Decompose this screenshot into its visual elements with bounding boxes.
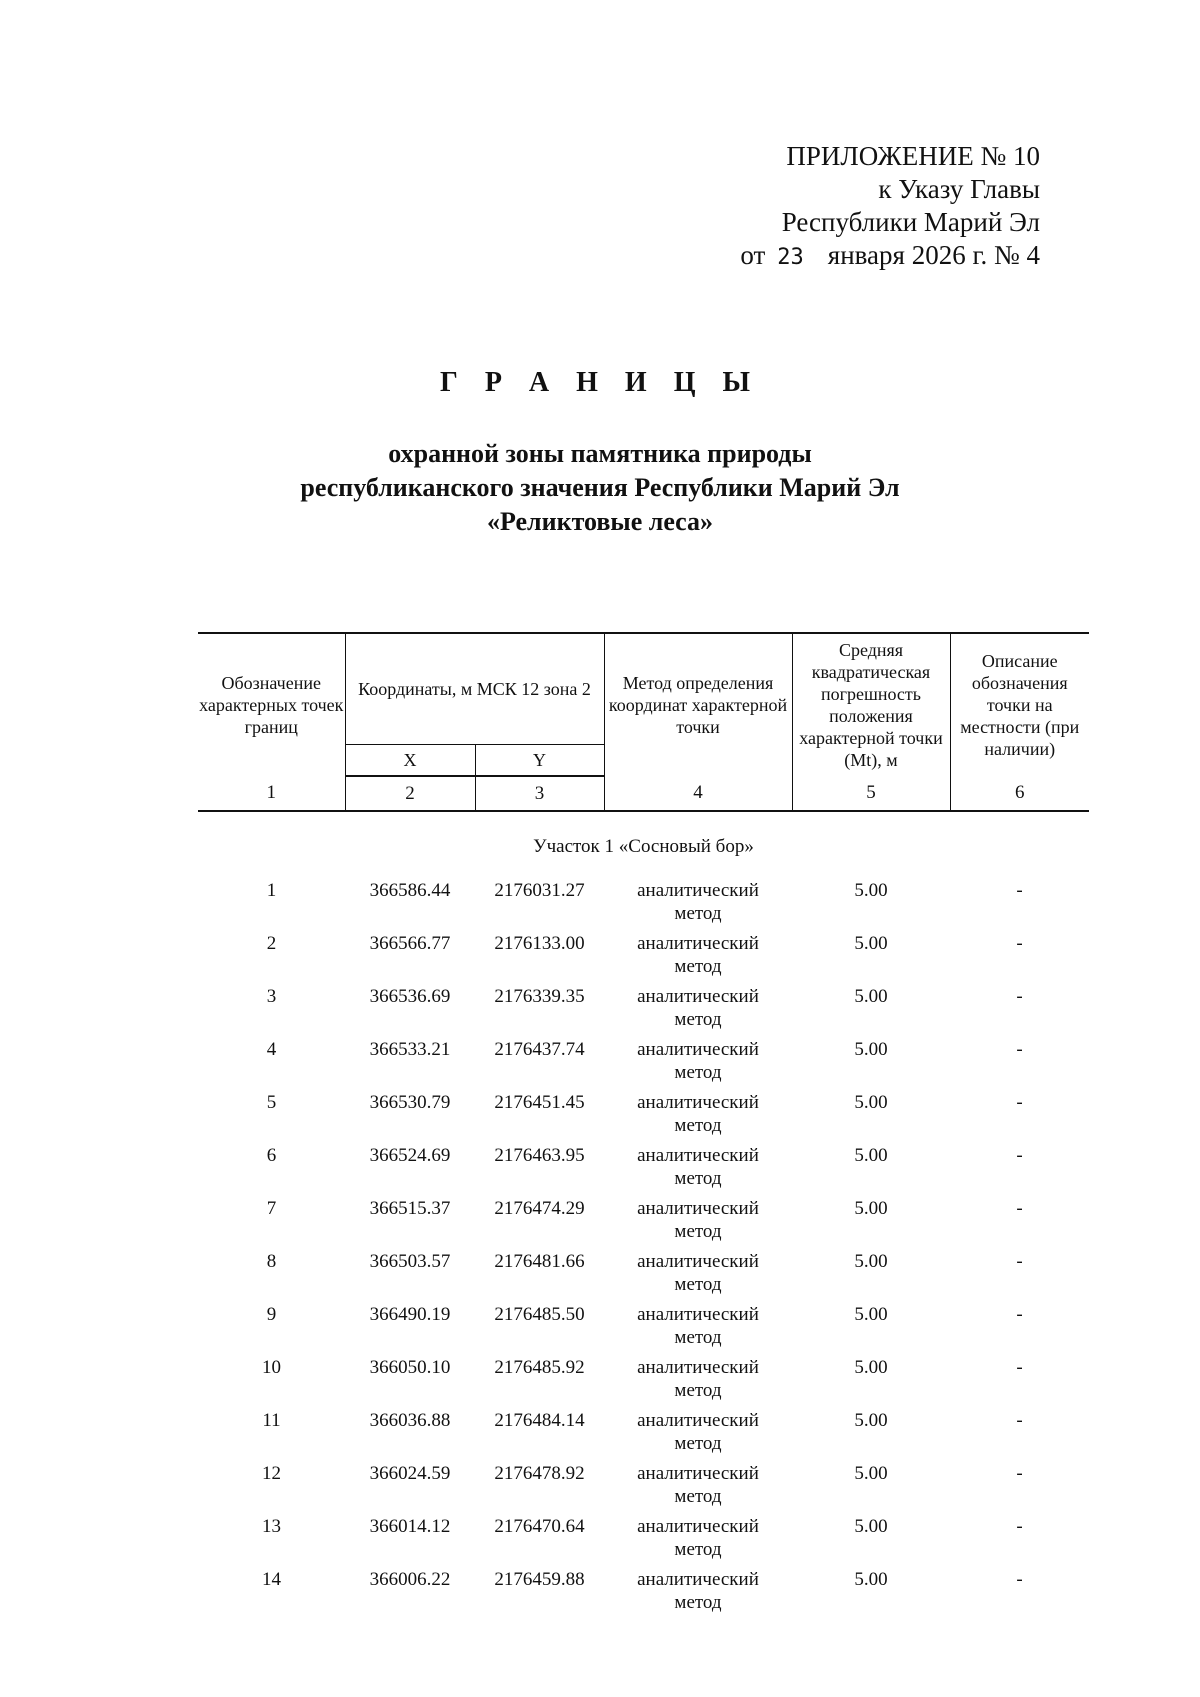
point-number: 13 <box>262 1516 281 1537</box>
method-line-2: метод <box>674 1115 722 1136</box>
coord-y: 2176339.35 <box>494 986 585 1007</box>
method-line-1: аналитический <box>637 1304 759 1325</box>
method-line-2: метод <box>674 1221 722 1242</box>
method-line-1: аналитический <box>637 1251 759 1272</box>
table-row <box>198 1250 1089 1303</box>
header-point-designation: Обозначение характерных точек границ <box>198 633 345 776</box>
point-number: 10 <box>262 1357 281 1378</box>
header-x: X <box>345 745 475 777</box>
date-prefix: от <box>740 240 766 270</box>
table-row <box>198 1303 1089 1356</box>
point-description: - <box>1016 1092 1023 1113</box>
appendix-date <box>680 239 1040 274</box>
accuracy-mt: 5.00 <box>854 1251 888 1272</box>
method <box>604 1091 792 1144</box>
accuracy-mt: 5.00 <box>854 1569 888 1590</box>
table-row <box>198 1356 1089 1409</box>
coord-y: 2176133.00 <box>494 933 585 954</box>
table-row <box>198 1409 1089 1462</box>
subtitle-line-2: республиканского значения Республики Марий Эл <box>300 473 900 502</box>
boundary-points-table <box>198 632 1089 1621</box>
appendix-number: ПРИЛОЖЕНИЕ № 10 <box>786 141 1040 171</box>
coord-x: 366536.69 <box>369 986 451 1007</box>
header-description: Описание обозначения точки на местности (при наличии) <box>950 633 1089 776</box>
point-description: - <box>1016 1463 1023 1484</box>
point-description: - <box>1016 1410 1023 1431</box>
point-number: 7 <box>266 1198 277 1219</box>
point-description: - <box>1016 933 1023 954</box>
method-line-1: аналитический <box>637 1357 759 1378</box>
method <box>604 1462 792 1515</box>
table-row <box>198 1144 1089 1197</box>
method <box>604 879 792 932</box>
method <box>604 1144 792 1197</box>
method-line-2: метод <box>674 1380 722 1401</box>
method <box>604 1409 792 1462</box>
coord-x: 366014.12 <box>369 1516 451 1537</box>
coord-y: 2176459.88 <box>494 1569 585 1590</box>
point-description: - <box>1016 880 1023 901</box>
method-line-2: метод <box>674 903 722 924</box>
method <box>604 1250 792 1303</box>
method-line-2: метод <box>674 1433 722 1454</box>
point-number: 1 <box>266 880 277 901</box>
method-line-1: аналитический <box>637 1410 759 1431</box>
accuracy-mt: 5.00 <box>854 1304 888 1325</box>
coord-y: 2176485.50 <box>494 1304 585 1325</box>
accuracy-mt: 5.00 <box>854 1410 888 1431</box>
method <box>604 1515 792 1568</box>
method-line-1: аналитический <box>637 880 759 901</box>
appendix-header <box>680 140 1040 274</box>
accuracy-mt: 5.00 <box>854 986 888 1007</box>
coord-x: 366566.77 <box>369 933 451 954</box>
coord-x: 366524.69 <box>369 1145 451 1166</box>
point-number: 6 <box>266 1145 277 1166</box>
column-number: 3 <box>475 776 604 811</box>
coord-x: 366024.59 <box>369 1463 451 1484</box>
point-description: - <box>1016 1357 1023 1378</box>
coord-y: 2176478.92 <box>494 1463 585 1484</box>
point-number: 3 <box>266 986 277 1007</box>
column-number: 5 <box>792 776 950 811</box>
method-line-1: аналитический <box>637 1039 759 1060</box>
header-coordinates: Координаты, м МСК 12 зона 2 <box>345 633 604 745</box>
accuracy-mt: 5.00 <box>854 1357 888 1378</box>
point-description: - <box>1016 1251 1023 1272</box>
point-number: 11 <box>262 1410 281 1431</box>
header-y: Y <box>475 745 604 777</box>
point-number: 14 <box>262 1569 281 1590</box>
subtitle-line-3: «Реликтовые леса» <box>486 507 714 536</box>
point-description: - <box>1016 1039 1023 1060</box>
coord-y: 2176485.92 <box>494 1357 585 1378</box>
document-title: Г Р А Н И Ц Ы <box>440 367 760 398</box>
point-description: - <box>1016 1198 1023 1219</box>
date-day: 23 <box>777 245 804 270</box>
coord-y: 2176031.27 <box>494 880 585 901</box>
column-number: 1 <box>198 776 345 811</box>
coord-y: 2176470.64 <box>494 1516 585 1537</box>
point-number: 2 <box>266 933 277 954</box>
method-line-2: метод <box>674 1327 722 1348</box>
accuracy-mt: 5.00 <box>854 1516 888 1537</box>
column-number-row <box>198 776 1089 811</box>
date-rest: января 2026 г. № 4 <box>827 240 1040 270</box>
method-line-1: аналитический <box>637 986 759 1007</box>
point-description: - <box>1016 1145 1023 1166</box>
method-line-1: аналитический <box>637 1516 759 1537</box>
accuracy-mt: 5.00 <box>854 1198 888 1219</box>
table-row <box>198 879 1089 932</box>
coord-y: 2176437.74 <box>494 1039 585 1060</box>
table-row <box>198 1038 1089 1091</box>
section-row <box>198 811 1089 879</box>
table-row <box>198 985 1089 1038</box>
method-line-2: метод <box>674 1592 722 1613</box>
table-row <box>198 1462 1089 1515</box>
method-line-1: аналитический <box>637 1198 759 1219</box>
point-description: - <box>1016 1569 1023 1590</box>
method <box>604 1568 792 1621</box>
appendix-republic: Республики Марий Эл <box>781 207 1040 237</box>
method-line-2: метод <box>674 1274 722 1295</box>
accuracy-mt: 5.00 <box>854 1463 888 1484</box>
section-title: Участок 1 «Сосновый бор» <box>533 836 754 857</box>
document-subtitle <box>0 437 1200 539</box>
method-line-1: аналитический <box>637 933 759 954</box>
method <box>604 932 792 985</box>
coord-y: 2176484.14 <box>494 1410 585 1431</box>
method-line-2: метод <box>674 1486 722 1507</box>
column-number: 2 <box>345 776 475 811</box>
subtitle-line-1: охранной зоны памятника природы <box>388 439 812 468</box>
point-number: 8 <box>266 1251 277 1272</box>
coord-x: 366490.19 <box>369 1304 451 1325</box>
accuracy-mt: 5.00 <box>854 1145 888 1166</box>
method-line-2: метод <box>674 1062 722 1083</box>
point-number: 4 <box>266 1039 277 1060</box>
accuracy-mt: 5.00 <box>854 1092 888 1113</box>
point-number: 12 <box>262 1463 281 1484</box>
method-line-2: метод <box>674 1009 722 1030</box>
table-row <box>198 1197 1089 1250</box>
coord-x: 366586.44 <box>369 880 451 901</box>
coord-y: 2176463.95 <box>494 1145 585 1166</box>
method <box>604 1038 792 1091</box>
coord-y: 2176474.29 <box>494 1198 585 1219</box>
header-method: Метод определения координат характерной точки <box>604 633 792 776</box>
table-row <box>198 1568 1089 1621</box>
method-line-2: метод <box>674 956 722 977</box>
coord-x: 366006.22 <box>369 1569 451 1590</box>
header-accuracy: Средняя квадратическая погрешность положения характерной точки (Mt), м <box>792 633 950 776</box>
table-row <box>198 1515 1089 1568</box>
accuracy-mt: 5.00 <box>854 933 888 954</box>
point-description: - <box>1016 1516 1023 1537</box>
table-row <box>198 1091 1089 1144</box>
table-row <box>198 932 1089 985</box>
column-number: 6 <box>950 776 1089 811</box>
point-description: - <box>1016 986 1023 1007</box>
method-line-2: метод <box>674 1539 722 1560</box>
coord-y: 2176451.45 <box>494 1092 585 1113</box>
coord-x: 366036.88 <box>369 1410 451 1431</box>
method <box>604 1303 792 1356</box>
appendix-decree: к Указу Главы <box>878 174 1040 204</box>
point-number: 9 <box>266 1304 277 1325</box>
method-line-1: аналитический <box>637 1569 759 1590</box>
coord-x: 366515.37 <box>369 1198 451 1219</box>
accuracy-mt: 5.00 <box>854 1039 888 1060</box>
coord-x: 366530.79 <box>369 1092 451 1113</box>
coord-y: 2176481.66 <box>494 1251 585 1272</box>
method-line-1: аналитический <box>637 1463 759 1484</box>
column-number: 4 <box>604 776 792 811</box>
point-description: - <box>1016 1304 1023 1325</box>
accuracy-mt: 5.00 <box>854 880 888 901</box>
coord-x: 366503.57 <box>369 1251 451 1272</box>
method-line-1: аналитический <box>637 1145 759 1166</box>
method-line-2: метод <box>674 1168 722 1189</box>
method <box>604 985 792 1038</box>
method-line-1: аналитический <box>637 1092 759 1113</box>
coord-x: 366533.21 <box>369 1039 451 1060</box>
point-number: 5 <box>266 1092 277 1113</box>
method <box>604 1356 792 1409</box>
coord-x: 366050.10 <box>369 1357 451 1378</box>
method <box>604 1197 792 1250</box>
